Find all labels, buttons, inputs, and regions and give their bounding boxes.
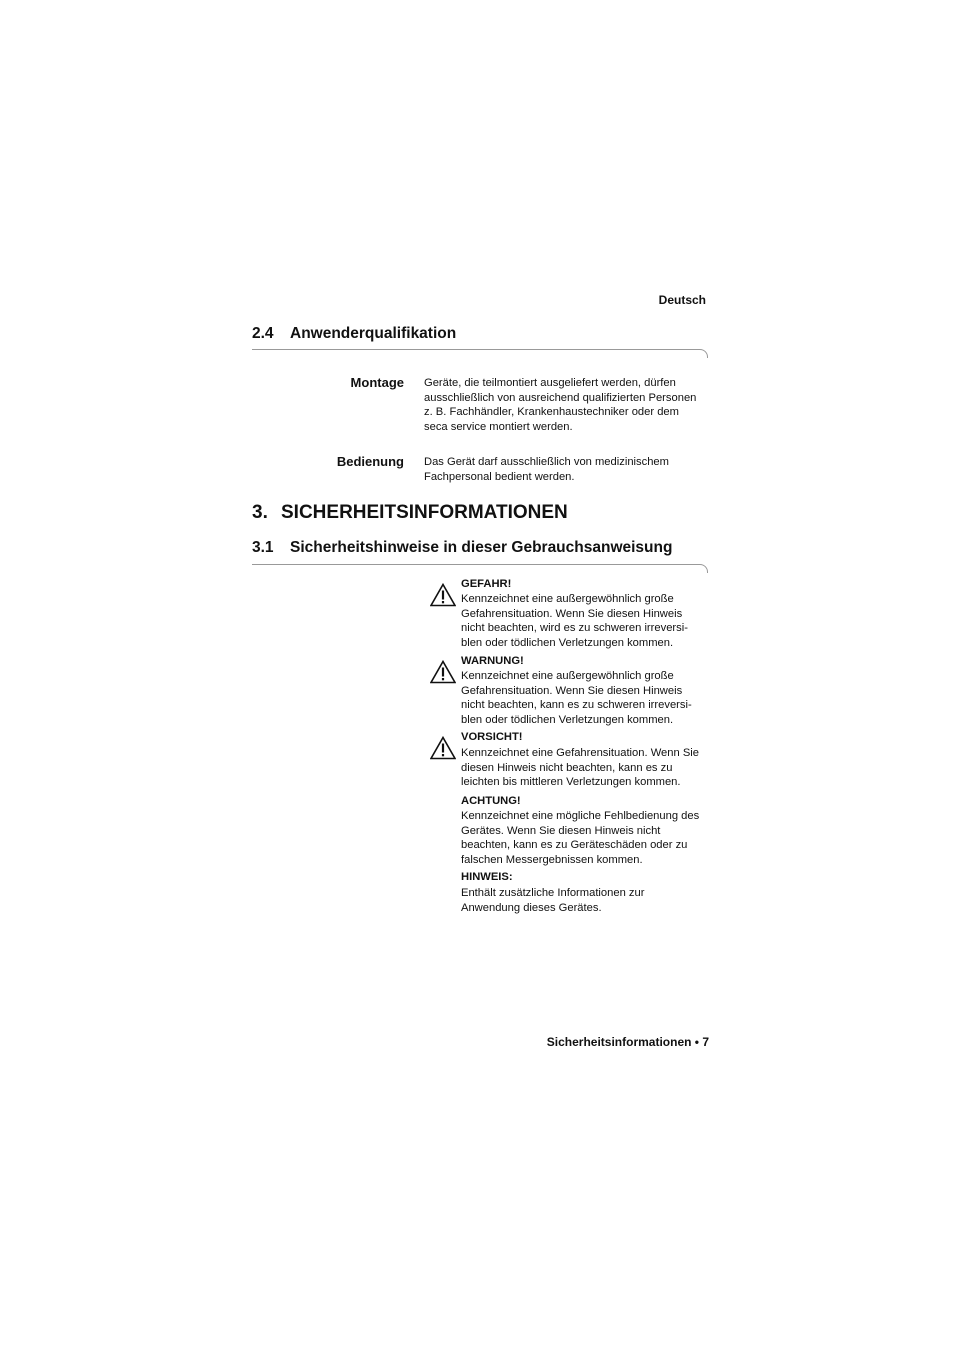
warning-triangle-icon bbox=[430, 660, 456, 684]
notice-title-warnung: WARNUNG! bbox=[461, 655, 524, 667]
warning-triangle-icon bbox=[430, 736, 456, 760]
notice-title-achtung: ACHTUNG! bbox=[461, 795, 521, 807]
bedienung-text bbox=[424, 455, 669, 484]
text-line: falschen Messergebnissen kommen. bbox=[461, 853, 643, 866]
text-line: Kennzeichnet eine außergewöhnlich große bbox=[461, 593, 674, 605]
section-title: Anwenderqualifikation bbox=[290, 325, 457, 342]
text-line: blen oder tödlichen Verletzungen kommen. bbox=[461, 713, 674, 726]
text-line: Kennzeichnet eine außergewöhnlich große bbox=[461, 670, 674, 682]
notice-title-hinweis: HINWEIS: bbox=[461, 871, 513, 883]
divider-hook bbox=[699, 564, 708, 573]
montage-label: Montage bbox=[350, 375, 404, 390]
text-line: diesen Hinweis nicht beachten, kann es zu bbox=[461, 761, 673, 774]
text-line: beachten, kann es zu Geräteschäden oder zu bbox=[461, 839, 688, 852]
notice-text-vorsicht bbox=[461, 746, 699, 790]
text-line: blen oder tödlichen Verletzungen kommen. bbox=[461, 636, 674, 649]
text-line: Anwendung dieses Gerätes. bbox=[461, 901, 602, 914]
page-footer: Sicherheitsinformationen • 7 bbox=[546, 1035, 709, 1049]
text-line: Gefahrensituation. Wenn Sie diesen Hinweis bbox=[461, 684, 683, 697]
chapter-number: 3. bbox=[252, 502, 268, 523]
montage-text bbox=[424, 376, 696, 434]
text-line: nicht beachten, kann es zu schweren irreversi- bbox=[461, 699, 692, 712]
notice-title-vorsicht: VORSICHT! bbox=[461, 731, 523, 743]
notice-text-hinweis bbox=[461, 886, 644, 915]
text-line: z. B. Fachhändler, Krankenhaustechniker oder dem bbox=[424, 406, 679, 419]
notice-title-gefahr: GEFAHR! bbox=[461, 578, 512, 590]
warning-triangle-icon bbox=[430, 583, 456, 607]
notice-text-achtung bbox=[461, 809, 699, 867]
section-2-4-heading bbox=[252, 325, 456, 343]
text-line: nicht beachten, wird es zu schweren irreversi- bbox=[461, 622, 688, 635]
section-3-1-heading bbox=[252, 539, 672, 557]
divider-hook bbox=[699, 349, 708, 358]
text-line: Geräte, die teilmontiert ausgeliefert werden, dürfen bbox=[424, 377, 676, 389]
notice-text-gefahr bbox=[461, 592, 688, 650]
text-line: Gerätes. Wenn Sie diesen Hinweis nicht bbox=[461, 824, 661, 837]
chapter-title: SICHERHEITSINFORMATIONEN bbox=[281, 502, 568, 523]
text-line: Kennzeichnet eine Gefahrensituation. Wenn Sie bbox=[461, 747, 699, 759]
section-divider bbox=[252, 564, 700, 565]
text-line: Enthält zusätzliche Informationen zur bbox=[461, 887, 645, 899]
section-number: 2.4 bbox=[252, 325, 274, 342]
bedienung-label: Bedienung bbox=[336, 454, 404, 469]
section-divider bbox=[252, 349, 700, 350]
language-label: Deutsch bbox=[658, 293, 706, 307]
section-number: 3.1 bbox=[252, 539, 274, 556]
text-line: ausschließlich von ausreichend qualifizierten Personen bbox=[424, 391, 697, 404]
chapter-3-heading bbox=[252, 502, 568, 524]
text-line: Das Gerät darf ausschließlich von medizinischem bbox=[424, 456, 669, 468]
text-line: Gefahrensituation. Wenn Sie diesen Hinweis bbox=[461, 607, 683, 620]
text-line: seca service montiert werden. bbox=[424, 420, 573, 433]
section-title: Sicherheitshinweise in dieser Gebrauchsanweisung bbox=[290, 539, 673, 556]
text-line: Kennzeichnet eine mögliche Fehlbedienung des bbox=[461, 810, 700, 822]
notice-text-warnung bbox=[461, 669, 692, 727]
text-line: Fachpersonal bedient werden. bbox=[424, 470, 575, 483]
text-line: leichten bis mittleren Verletzungen kommen. bbox=[461, 776, 681, 789]
